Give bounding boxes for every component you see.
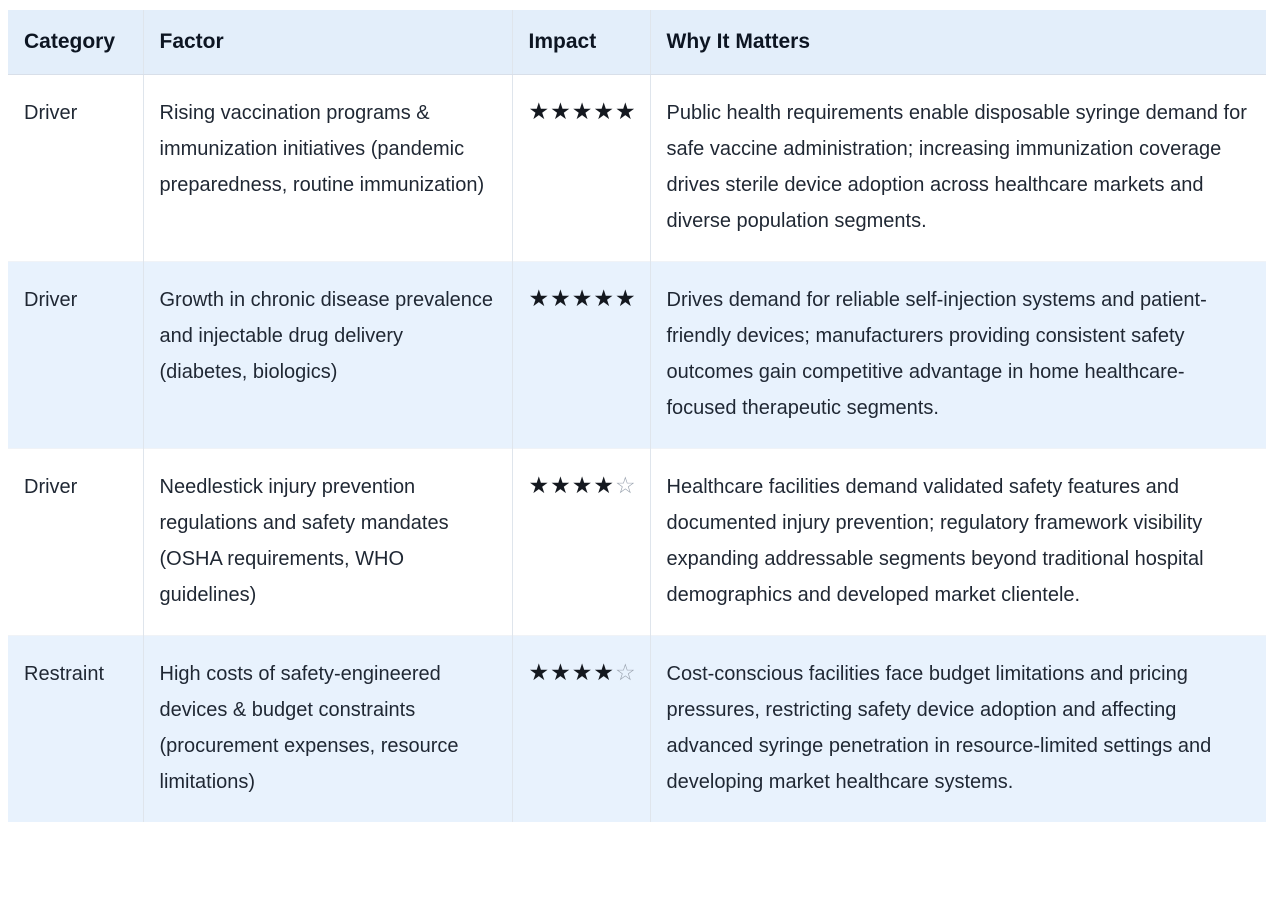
cell-category: Driver [8,449,143,636]
column-header-category: Category [8,10,143,75]
cell-why-it-matters: Public health requirements enable disposable syringe demand for safe vaccine administration; increasing immunization coverage drives sterile device adoption across healthcare markets and diverse population segments. [650,75,1266,262]
cell-impact [512,262,650,449]
cell-category: Restraint [8,636,143,823]
cell-category: Driver [24,102,78,124]
table-row [8,75,1266,262]
column-header-impact: Impact [512,10,650,75]
cell-factor: Needlestick injury prevention regulations and safety mandates (OSHA requirements, WHO guidelines) [143,449,512,636]
cell-impact [512,75,650,262]
filled-stars-icon: ★★★★ [528,659,615,685]
table-row [8,449,1266,636]
table-row [8,262,1266,449]
column-header-factor: Factor [143,10,512,75]
table-body [8,75,1266,823]
filled-stars-icon: ★★★★★ [528,285,637,311]
cell-factor: Growth in chronic disease prevalence and injectable drug delivery (diabetes, biologics) [143,262,512,449]
table-header [8,10,1266,75]
header-row [8,10,1266,75]
filled-stars-icon: ★★★★ [528,472,615,498]
market-factors-table [8,10,1266,822]
filled-stars-icon: ★★★★★ [528,98,637,124]
cell-factor: High costs of safety-engineered devices & budget constraints (procurement expenses, resource limitations) [143,636,512,823]
table-row [8,636,1266,823]
cell-impact [512,636,650,823]
empty-star-icon: ☆ [614,472,637,498]
cell-factor: Rising vaccination programs & immunization initiatives (pandemic preparedness, routine immunization) [143,75,512,262]
column-header-why-it-matters: Why It Matters [650,10,1266,75]
cell-why-it-matters: Cost-conscious facilities face budget limitations and pricing pressures, restricting safety device adoption and affecting advanced syringe penetration in resource-limited settings and developing market healthcare systems. [650,636,1266,823]
cell-category: Driver [8,262,143,449]
empty-star-icon: ☆ [614,659,637,685]
cell-impact [512,449,650,636]
cell-why-it-matters: Drives demand for reliable self-injection systems and patient-friendly devices; manufacturers providing consistent safety outcomes gain competitive advantage in home healthcare-focused therapeutic segments. [650,262,1266,449]
cell-why-it-matters: Healthcare facilities demand validated safety features and documented injury prevention; regulatory framework visibility expanding addressable segments beyond traditional hospital demographics and developed market clientele. [650,449,1266,636]
